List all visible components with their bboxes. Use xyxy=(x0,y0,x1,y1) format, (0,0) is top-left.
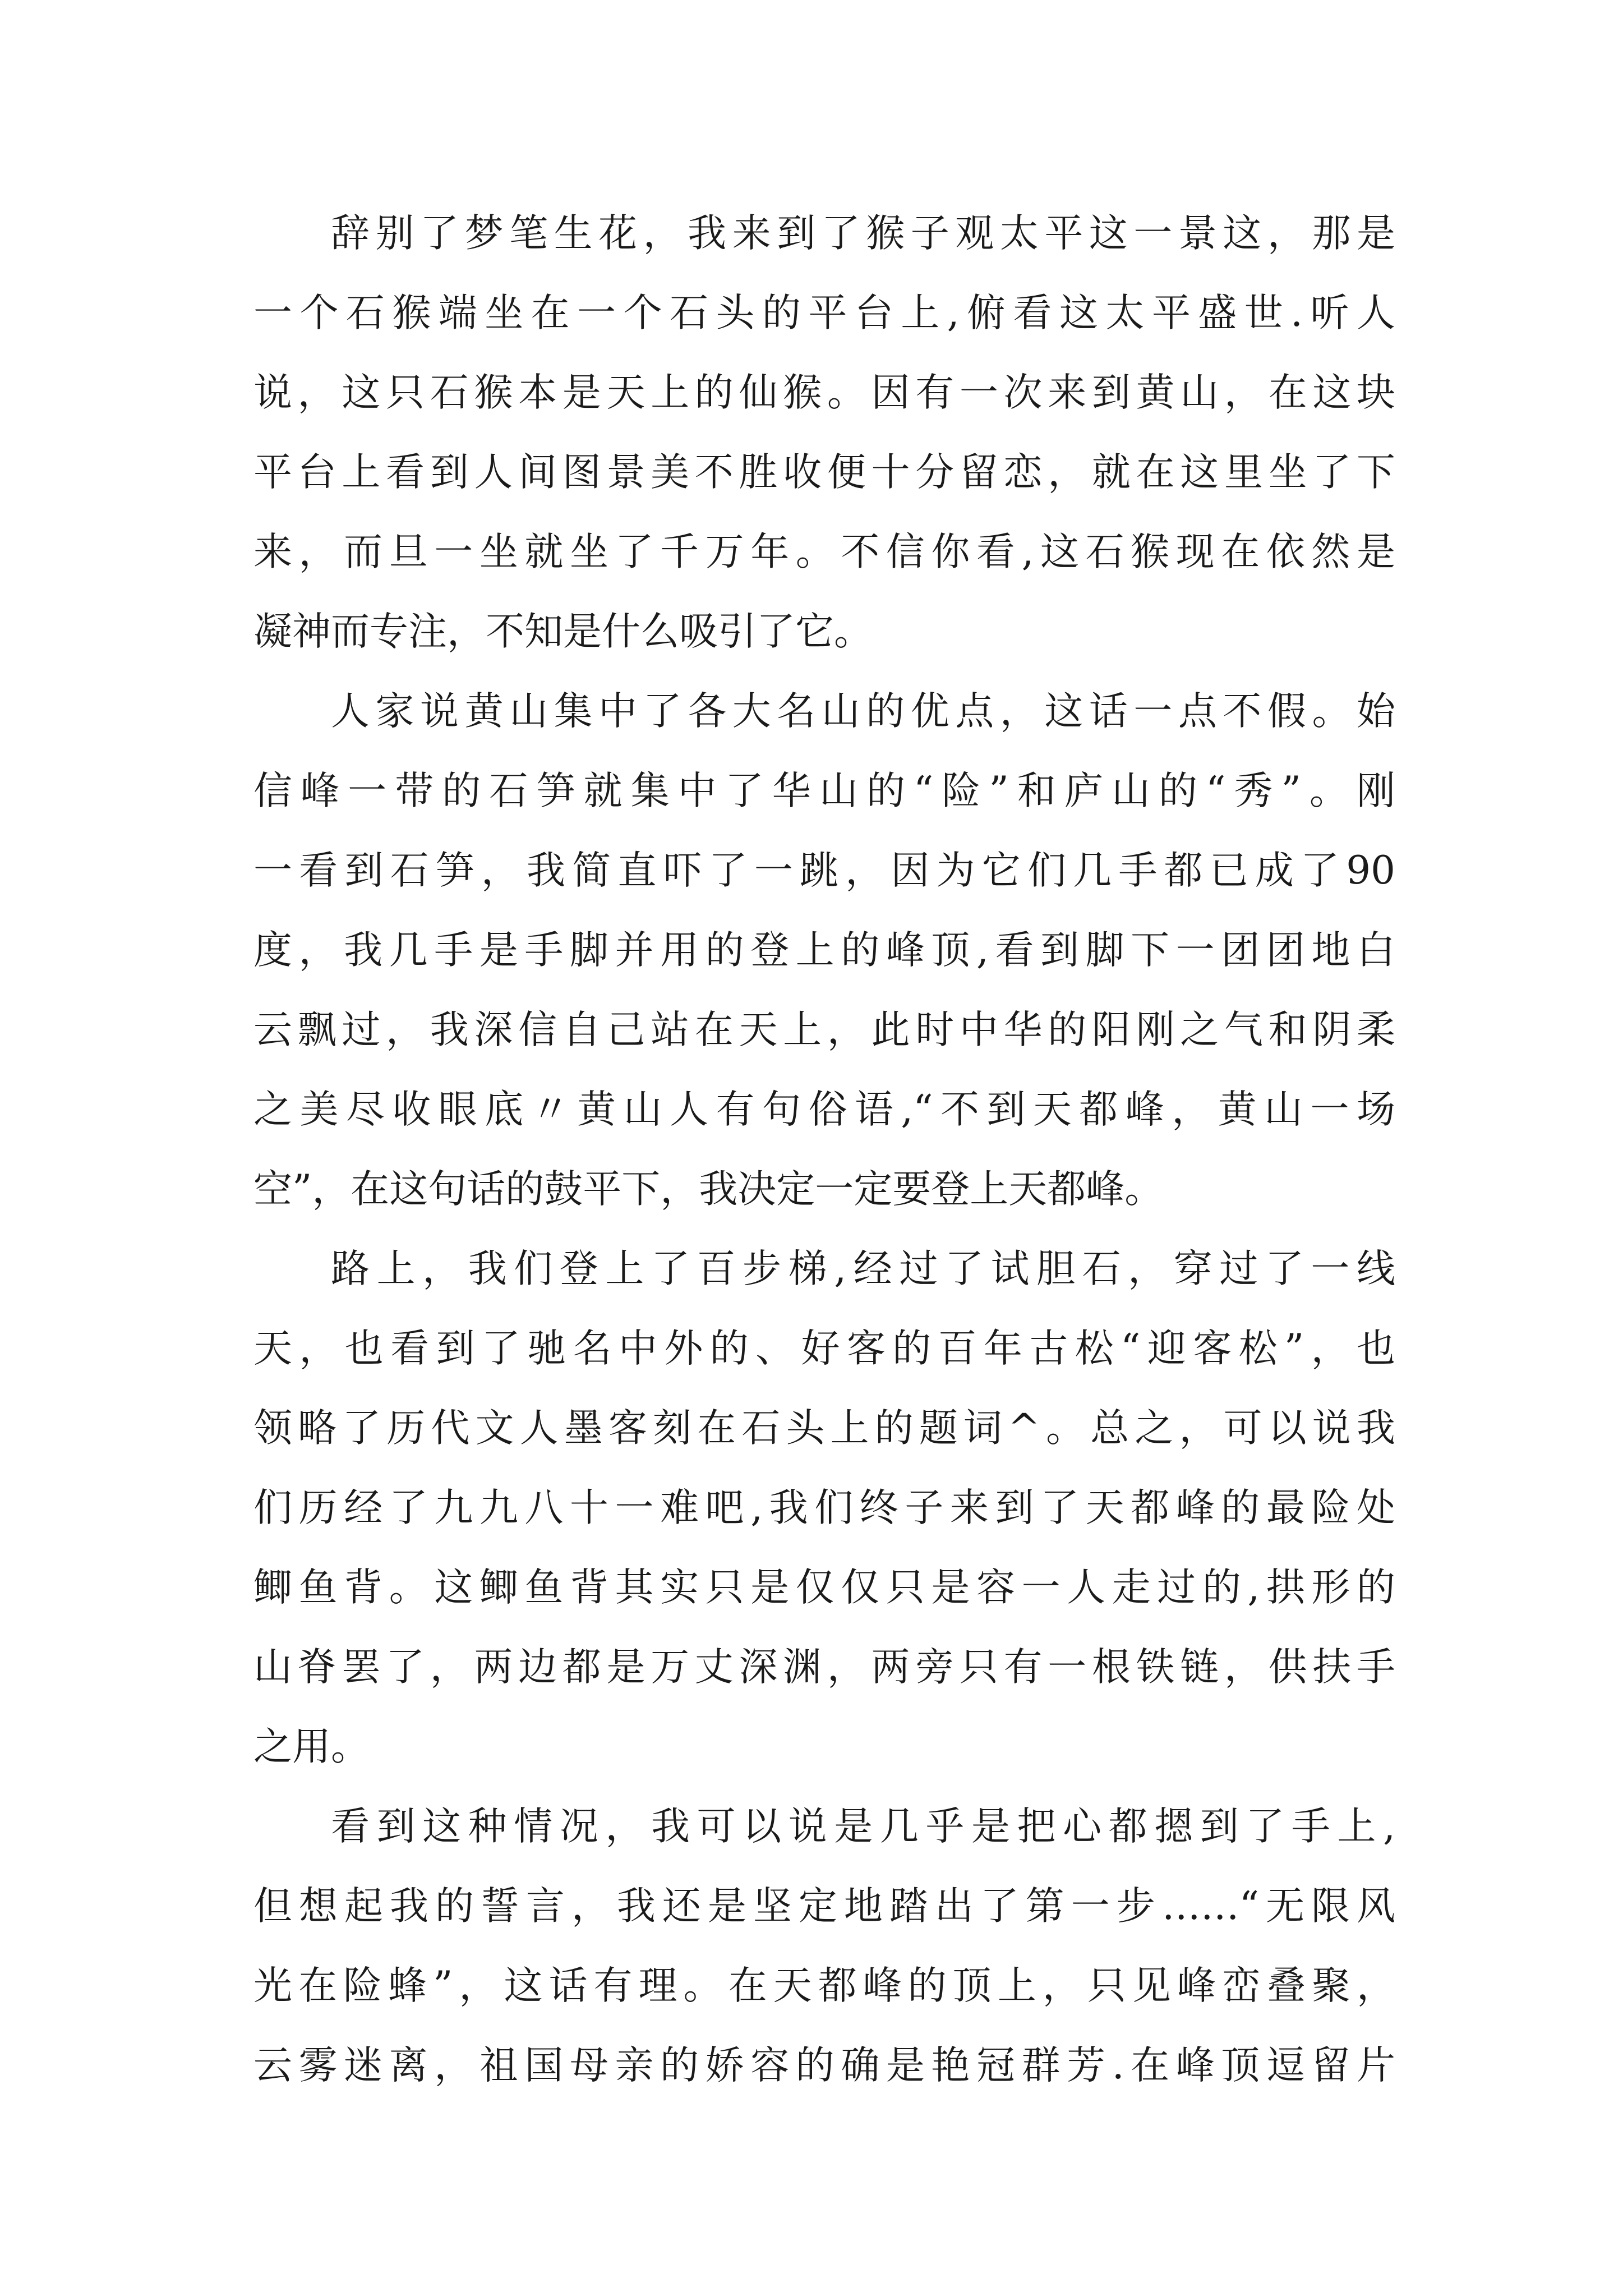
text-line: 光在险蜂”，这话有理。在天都峰的顶上，只见峰峦叠聚， xyxy=(253,1963,1395,2008)
text-line: 天，也看到了驰名中外的、好客的百年古松“迎客松”，也 xyxy=(253,1326,1395,1371)
text-line: 鲫鱼背。这鲫鱼背其实只是仅仅只是容一人走过的,拱形的 xyxy=(253,1565,1395,1610)
paragraph-2 xyxy=(253,671,1395,1229)
text-line: 云雾迷离，祖国母亲的娇容的确是艳冠群芳.在峰顶逗留片 xyxy=(253,2043,1395,2088)
text-line: 一个石猴端坐在一个石头的平台上,俯看这太平盛世.听人 xyxy=(253,291,1395,335)
text-line: 辞别了梦笔生花，我来到了猴子观太平这一景这，那是 xyxy=(331,211,1395,256)
text-line: 凝神而专注，不知是什么吸引了它。 xyxy=(253,609,873,654)
text-line: 山脊罢了，两边都是万丈深渊，两旁只有一根铁链，供扶手 xyxy=(253,1645,1395,1690)
paragraph-1 xyxy=(253,194,1395,671)
text-line: 们历经了九九八十一难吧,我们终子来到了天都峰的最险处 xyxy=(253,1485,1395,1530)
text-line: 之美尽收眼底〃黄山人有句俗语,“不到天都峰，黄山一场 xyxy=(253,1087,1395,1132)
text-line: 信峰一带的石笋就集中了华山的“险”和庐山的“秀”。刚 xyxy=(253,769,1395,813)
text-line: 路上，我们登上了百步梯,经过了试胆石，穿过了一线 xyxy=(331,1246,1395,1291)
text-line: 平台上看到人间图景美不胜收便十分留恋，就在这里坐了下 xyxy=(253,450,1395,495)
text-line: 之用。 xyxy=(253,1724,370,1769)
text-line: 但想起我的誓言，我还是坚定地踏出了第一步……“无限风 xyxy=(253,1884,1395,1929)
text-line: 人家说黄山集中了各大名山的优点，这话一点不假。始 xyxy=(331,689,1395,734)
text-line: 说，这只石猴本是天上的仙猴。因有一次来到黄山，在这块 xyxy=(253,370,1395,415)
text-line: 度，我几手是手脚并用的登上的峰顶,看到脚下一团团地白 xyxy=(253,928,1395,973)
paragraph-3 xyxy=(253,1229,1395,1787)
text-line: 来，而旦一坐就坐了千万年。不信你看,这石猴现在依然是 xyxy=(253,530,1395,574)
text-line: 空”，在这句话的鼓平下，我决定一定要登上天都峰。 xyxy=(253,1167,1164,1212)
article-body xyxy=(253,194,1395,2105)
text-line: 云飘过，我深信自己站在天上，此时中华的阳刚之气和阴柔 xyxy=(253,1007,1395,1052)
text-line: 看到这种情况，我可以说是几乎是把心都摁到了手上, xyxy=(331,1804,1395,1849)
text-line: 一看到石笋，我简直吓了一跳，因为它们几手都已成了90 xyxy=(253,848,1395,893)
paragraph-4 xyxy=(253,1787,1395,2105)
text-line: 领略了历代文人墨客刻在石头上的题词^。总之，可以说我 xyxy=(253,1406,1395,1451)
